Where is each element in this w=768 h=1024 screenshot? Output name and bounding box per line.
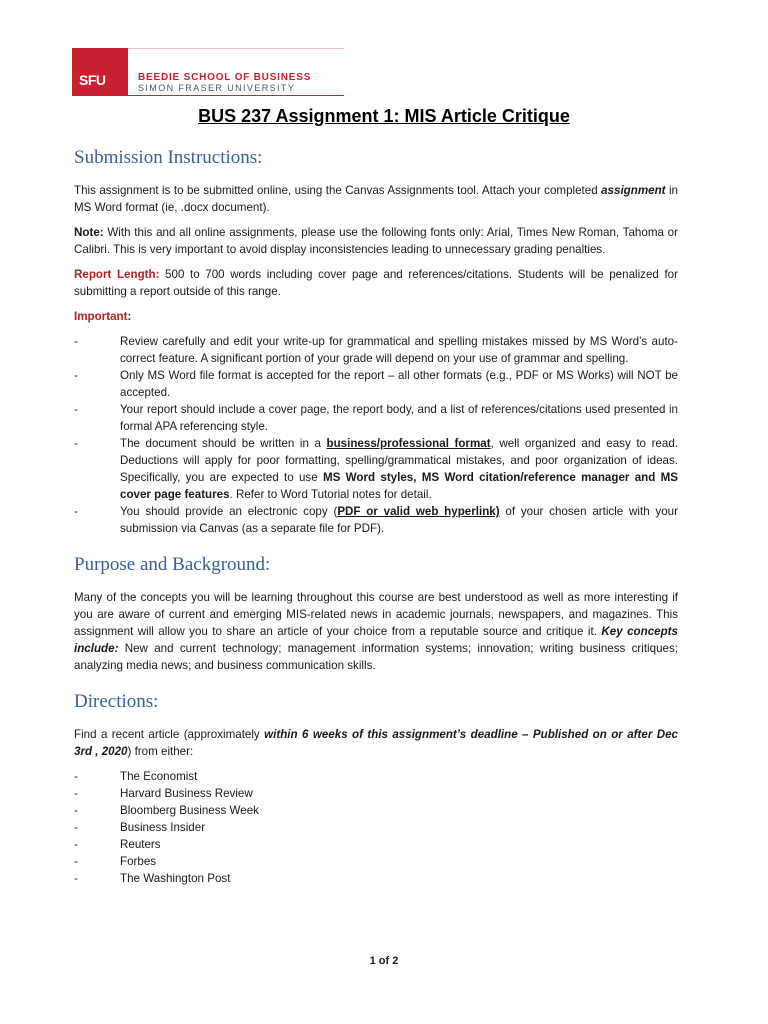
directions-heading: Directions: <box>74 691 159 712</box>
logo-mark-text: SFU <box>79 72 106 88</box>
document-body <box>74 146 678 895</box>
source-item: - Bloomberg Business Week <box>74 802 678 819</box>
list-item: - You should provide an electronic copy (PDF or valid web hyperlink) of your chosen article with your submission via Canvas (as a separate file for PDF). <box>74 503 678 537</box>
list-item: - The document should be written in a business/professional format, well organized and easy to read. Deductions will apply for poor formatting, spelling/grammatical mistakes, and poor organization of ideas. Specifically, you are expected to use MS Word styles, MS Word citation/reference manager and MS cover page features. Refer to Word Tutorial notes for detail. <box>74 435 678 503</box>
important-label: Important: <box>74 310 132 323</box>
directions-paragraph: Find a recent article (approximately within 6 weeks of this assignment’s deadline – Published on or after Dec 3rd , 2020) from either: <box>74 728 678 758</box>
purpose-paragraph: Many of the concepts you will be learning throughout this course are best understood as well as more interesting if you are aware of current and emerging MIS-related news in academic journals, newspapers, and magazines. This assignment will allow you to share an article of your choice from a reputable source and critique it. Key concepts include: New and current technology; management information systems; innovation; writing business critiques; analyzing media news; and business communication skills. <box>74 591 678 672</box>
source-item: - Business Insider <box>74 819 678 836</box>
list-item: - Only MS Word file format is accepted for the report – all other formats (e.g., PDF or MS Works) will NOT be accepted. <box>74 367 678 401</box>
source-item: - Reuters <box>74 836 678 853</box>
list-item: - Your report should include a cover page, the report body, and a list of references/citations used presented in formal APA referencing style. <box>74 401 678 435</box>
source-item: - The Washington Post <box>74 870 678 887</box>
note-paragraph: Note: With this and all online assignments, please use the following fonts only: Arial, Times New Roman, Tahoma or Calibri. This is very important to avoid display inconsistencies leading to unnecessary grading penalties. <box>74 226 678 256</box>
purpose-heading: Purpose and Background: <box>74 554 271 575</box>
list-item: - Review carefully and edit your write-up for grammatical and spelling mistakes missed by MS Word’s auto-correct feature. A significant portion of your grade will depend on your use of grammar and spelling. <box>74 333 678 367</box>
source-item: - The Economist <box>74 768 678 785</box>
logo-rule-top <box>128 48 344 49</box>
logo-rule-bottom <box>128 95 344 96</box>
source-item: - Forbes <box>74 853 678 870</box>
sources-list <box>74 768 678 887</box>
sfu-logo-mark <box>72 48 128 96</box>
document-title: BUS 237 Assignment 1: MIS Article Critique <box>198 106 570 126</box>
report-length-paragraph: Report Length: 500 to 700 words including cover page and references/citations. Students will be penalized for submitting a report outside of this range. <box>74 268 678 298</box>
source-item: - Harvard Business Review <box>74 785 678 802</box>
submission-paragraph: This assignment is to be submitted online, using the Canvas Assignments tool. Attach your completed assignment in MS Word format (ie, .docx document). <box>74 184 679 214</box>
important-list <box>74 333 678 537</box>
submission-heading: Submission Instructions: <box>74 147 263 168</box>
page-number: 1 of 2 <box>369 955 399 967</box>
logo-school-name: BEEDIE SCHOOL OF BUSINESS <box>138 72 312 83</box>
logo-university-name: SIMON FRASER UNIVERSITY <box>138 83 296 93</box>
